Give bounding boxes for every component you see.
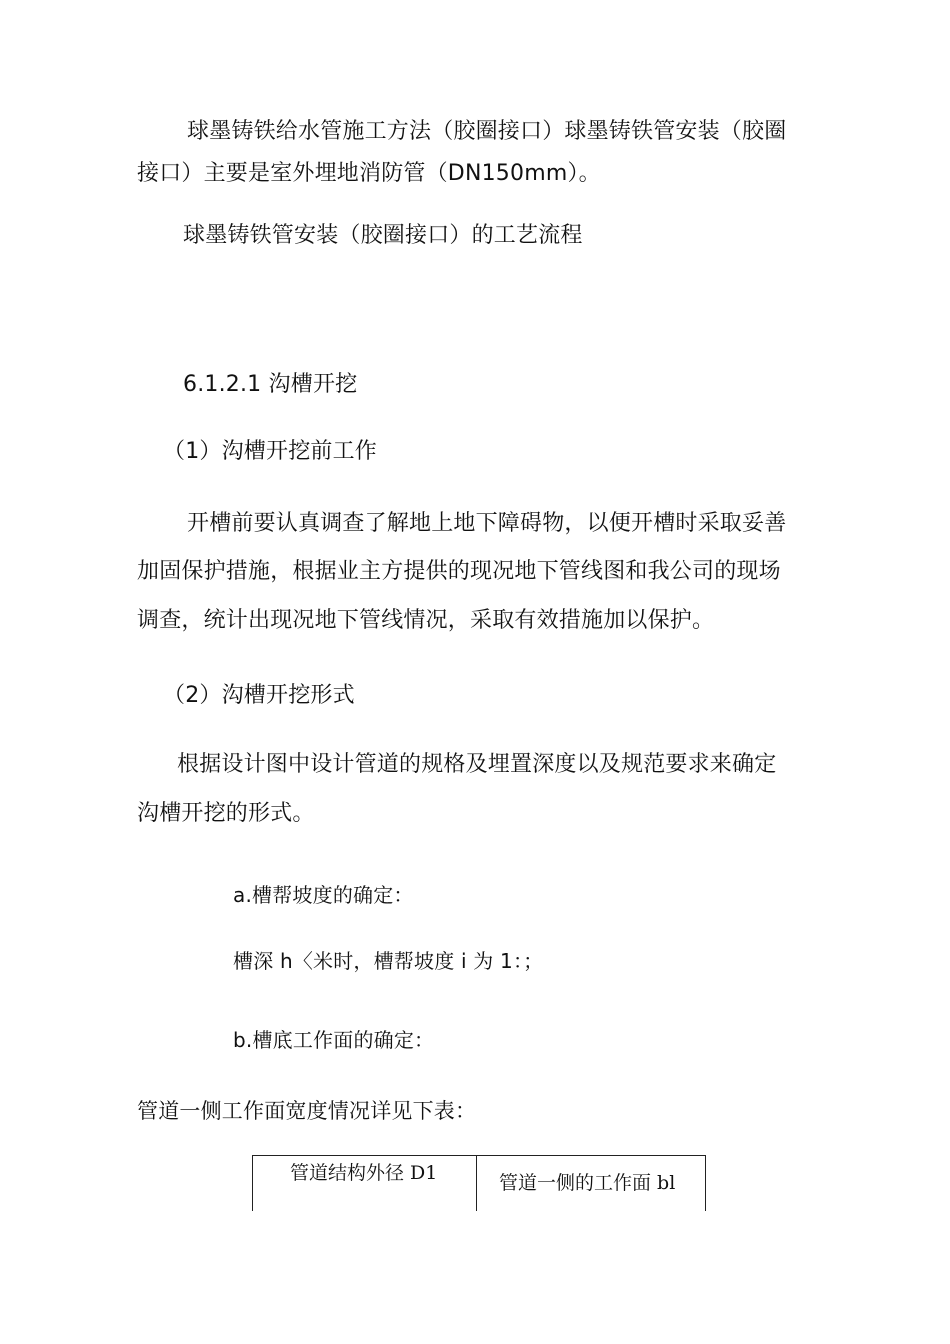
paragraph-intro-line-2: 接口）主要是室外埋地消防管（DN150mm）。 (137, 161, 601, 186)
paragraph-intro-line-1: 球墨铸铁给水管施工方法（胶圈接口）球墨铸铁管安装（胶圈 (187, 119, 787, 144)
table-header-outer-diameter: 管道结构外径 D1 (290, 1162, 438, 1184)
subheading-1: （1）沟槽开挖前工作 (163, 439, 377, 464)
paragraph-table-intro: 管道一侧工作面宽度情况详见下表： (137, 1099, 477, 1123)
paragraph-form-line-2: 沟槽开挖的形式。 (137, 801, 315, 826)
list-item-a: a.槽帮坡度的确定： (233, 883, 414, 907)
paragraph-process-title: 球墨铸铁管安装（胶圈接口）的工艺流程 (183, 223, 583, 248)
paragraph-prework-line-2: 加固保护措施，根据业主方提供的现况地下管线图和我公司的现场 (137, 559, 781, 584)
paragraph-form-line-1: 根据设计图中设计管道的规格及埋置深度以及规范要求来确定 (177, 752, 777, 777)
workface-width-table (252, 1155, 706, 1211)
list-item-a-detail: 槽深 h〈米时，槽帮坡度 i 为 1：； (233, 949, 544, 973)
table-header-cell-workface (477, 1156, 705, 1211)
subheading-2: （2）沟槽开挖形式 (163, 683, 355, 708)
paragraph-prework-line-3: 调查，统计出现况地下管线情况，采取有效措施加以保护。 (137, 608, 715, 633)
section-heading-6121: 6.1.2.1 沟槽开挖 (183, 372, 358, 397)
table-header-workface: 管道一侧的工作面 bl (499, 1172, 676, 1194)
table-header-cell-outer-diameter (253, 1156, 477, 1211)
list-item-b: b.槽底工作面的确定： (233, 1028, 435, 1052)
paragraph-prework-line-1: 开槽前要认真调查了解地上地下障碍物，以便开槽时采取妥善 (187, 511, 787, 536)
